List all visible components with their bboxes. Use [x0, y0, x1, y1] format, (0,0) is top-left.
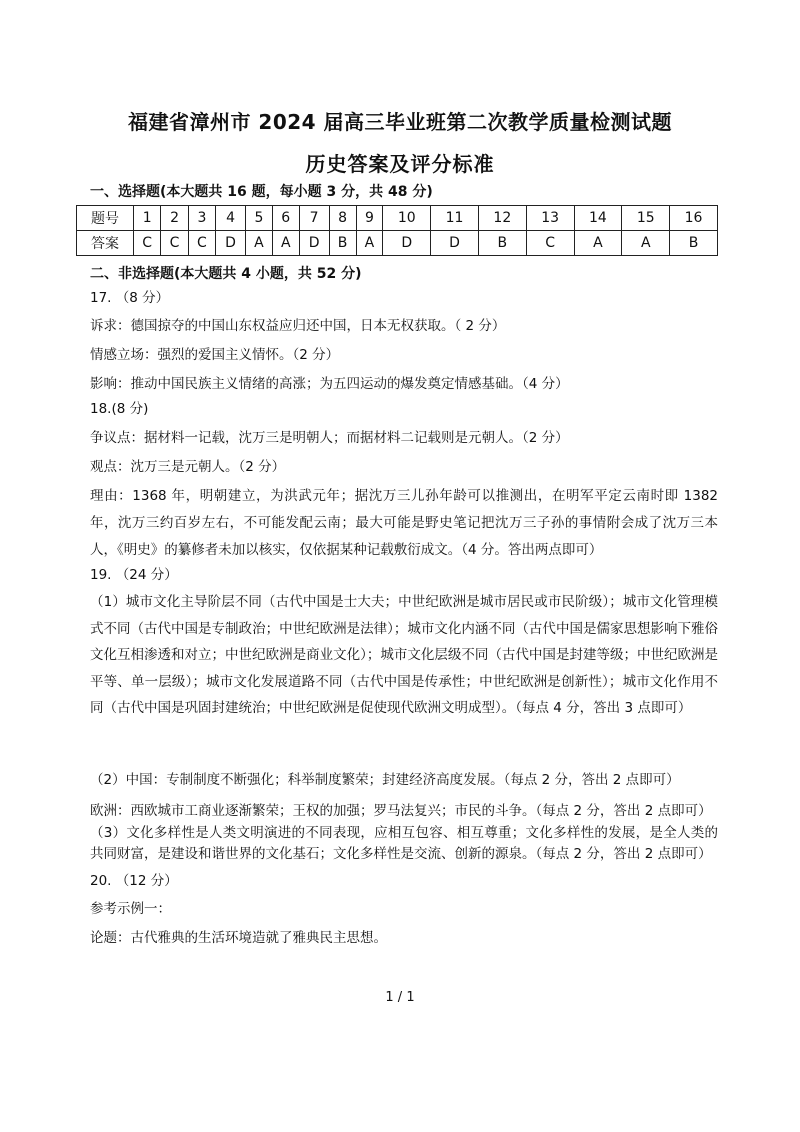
answer-cell: C: [188, 231, 215, 256]
page-number: 1 / 1: [385, 990, 415, 1005]
number-cell: 15: [622, 206, 670, 231]
document-title: 福建省漳州市 2024 届高三毕业班第二次教学质量检测试题: [127, 110, 673, 134]
number-cell: 16: [670, 206, 718, 231]
number-cell: 5: [245, 206, 272, 231]
q18-header: 18.(8 分): [90, 401, 149, 417]
answer-cell: C: [526, 231, 574, 256]
answer-cell: C: [161, 231, 188, 256]
number-cell: 1: [134, 206, 161, 231]
answer-table: [76, 205, 718, 256]
q18-line-1: 争议点：据材料一记载，沈万三是明朝人；而据材料二记载则是元朝人。（2 分）: [90, 430, 569, 446]
answer-cell: B: [329, 231, 356, 256]
number-cell: 9: [356, 206, 383, 231]
q17-line-3: 影响：推动中国民族主义情绪的高涨；为五四运动的爆发奠定情感基础。（4 分）: [90, 376, 569, 392]
q19-paragraph-3: 欧洲：西欧城市工商业逐渐繁荣；王权的加强；罗马法复兴；市民的斗争。（每点 2 分，答出 2 点即可）: [90, 803, 712, 819]
number-cell: 2: [161, 206, 188, 231]
q19-paragraph-1: （1）城市文化主导阶层不同（古代中国是士大夫；中世纪欧洲是城市居民或市民阶级）；城市文化管理模式不同（古代中国是专制政治；中世纪欧洲是法律）；城市文化内涵不同（古代中国是儒家思想影响下雅俗文化互相渗透和对立；中世纪欧洲是商业文化）；城市文化层级不同（古代中国是封建等级；中世纪欧洲是平等、单一层级）；城市文化发展道路不同（古代中国是传承性；中世纪欧洲是创新性）；城市文化作用不同（古代中国是巩固封建统治；中世纪欧洲是促使现代欧洲文明成型）。（每点 4 分，答出 3 点即可）: [90, 594, 718, 716]
number-cell: 6: [272, 206, 299, 231]
answer-cell: A: [272, 231, 299, 256]
row-label-number: 题号: [77, 206, 134, 231]
document-subtitle: 历史答案及评分标准: [305, 152, 495, 176]
q20-line-2: 论题：古代雅典的生活环境造就了雅典民主思想。: [90, 930, 387, 946]
number-cell: 12: [478, 206, 526, 231]
section1-heading: 一、选择题(本大题共 16 题，每小题 3 分，共 48 分): [90, 184, 433, 200]
number-cell: 10: [383, 206, 431, 231]
number-cell: 11: [431, 206, 479, 231]
number-cell: 4: [216, 206, 246, 231]
section2-heading: 二、非选择题(本大题共 4 小题，共 52 分): [90, 266, 362, 282]
q19-header: 19. （24 分）: [90, 567, 178, 583]
q19-paragraph-2: （2）中国：专制制度不断强化；科举制度繁荣；封建经济高度发展。（每点 2 分，答出 2 点即可）: [90, 772, 680, 788]
table-row-answers: [77, 231, 718, 256]
answer-cell: A: [356, 231, 383, 256]
number-cell: 13: [526, 206, 574, 231]
answer-cell: A: [574, 231, 622, 256]
q17-line-1: 诉求：德国掠夺的中国山东权益应归还中国，日本无权获取。（ 2 分）: [90, 318, 506, 334]
number-cell: 7: [299, 206, 329, 231]
number-cell: 8: [329, 206, 356, 231]
q18-line-2: 观点：沈万三是元朝人。（2 分）: [90, 459, 286, 475]
answer-cell: D: [431, 231, 479, 256]
q20-line-1: 参考示例一：: [90, 901, 171, 917]
answer-cell: A: [622, 231, 670, 256]
number-cell: 14: [574, 206, 622, 231]
q17-header: 17. （8 分）: [90, 290, 170, 306]
q17-line-2: 情感立场：强烈的爱国主义情怀。（2 分）: [90, 347, 340, 363]
answer-cell: D: [216, 231, 246, 256]
answer-cell: B: [670, 231, 718, 256]
table-row-numbers: [77, 206, 718, 231]
q20-header: 20. （12 分）: [90, 873, 178, 889]
answer-cell: D: [299, 231, 329, 256]
row-label-answer: 答案: [77, 231, 134, 256]
number-cell: 3: [188, 206, 215, 231]
answer-cell: D: [383, 231, 431, 256]
answer-cell: A: [245, 231, 272, 256]
q19-paragraph-4: （3）文化多样性是人类文明演进的不同表现，应相互包容、相互尊重；文化多样性的发展，是全人类的共同财富，是建设和谐世界的文化基石；文化多样性是交流、创新的源泉。（每点 2 分，答出 2 点即可）: [90, 825, 718, 862]
q18-line-3: 理由：1368 年，明朝建立，为洪武元年；据沈万三儿孙年龄可以推测出，在明军平定云南时即 1382 年，沈万三约百岁左右，不可能发配云南；最大可能是野史笔记把沈万三子孙的事情附会成了沈万三本人，《明史》的纂修者未加以核实，仅依据某种记载敷衍成文。（4 分。答出两点即可）: [90, 488, 718, 558]
answer-cell: B: [478, 231, 526, 256]
answer-cell: C: [134, 231, 161, 256]
